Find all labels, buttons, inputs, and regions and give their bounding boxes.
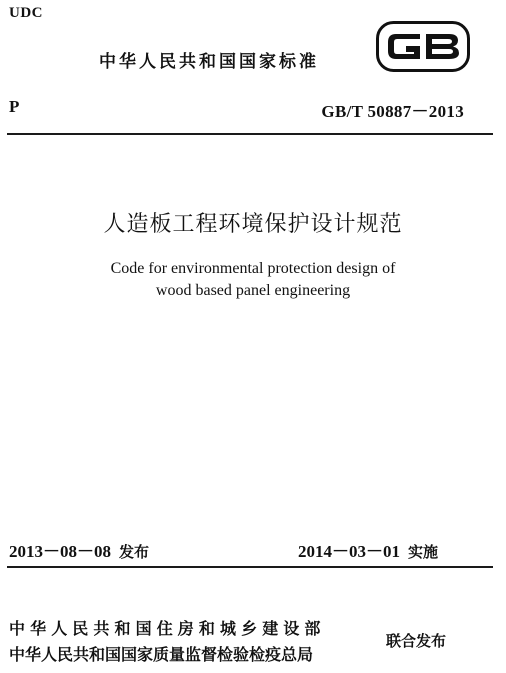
- issue-date-value: 2013－08－08: [9, 542, 111, 561]
- udc-label: UDC: [9, 5, 43, 21]
- issuer-aqsiq: 中华人民共和国国家质量监督检验检疫总局: [9, 645, 314, 664]
- issue-label: 发布: [119, 543, 150, 561]
- category-code: P: [9, 97, 20, 116]
- title-english-line-2: wood based panel engineering: [155, 282, 351, 299]
- top-divider: [7, 133, 493, 135]
- implementation-date: [298, 537, 438, 562]
- issuer-ministry-housing: 中华人民共和国住房和城乡建设部: [9, 619, 326, 638]
- title-chinese: 人造板工程环境保护设计规范: [103, 212, 403, 237]
- standard-number: GB/T 50887－2013: [321, 102, 464, 121]
- national-standard-heading: 中华人民共和国国家标准: [99, 52, 319, 72]
- issue-date: [9, 537, 149, 562]
- gb-logo-icon: [376, 21, 470, 72]
- title-english-line-1: Code for environmental protection design of: [110, 260, 396, 277]
- implementation-date-value: 2014－03－01: [298, 542, 400, 561]
- implementation-label: 实施: [408, 543, 439, 561]
- joint-issue-label: 联合发布: [386, 632, 447, 650]
- bottom-divider: [7, 566, 493, 568]
